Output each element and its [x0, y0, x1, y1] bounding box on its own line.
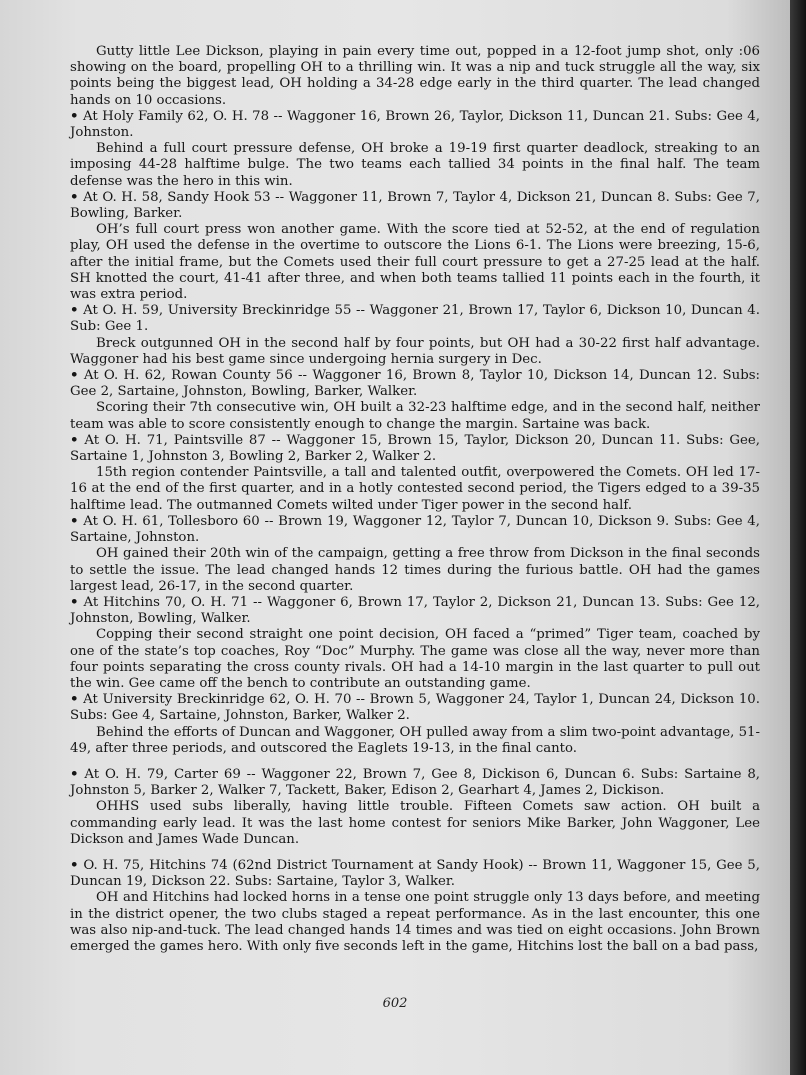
paragraph-gap	[70, 757, 760, 767]
paragraph-text: OH gained their 20th win of the campaign, getting a free throw from Dickson in the final seconds to settle the issue. The lead changed hands 12 times during the furious battle. OH had the games largest lead, 26-17, in the second quarter.	[70, 546, 760, 594]
game-narrative-paragraph	[70, 725, 760, 757]
game-narrative-paragraph	[70, 222, 760, 303]
paragraph-text: OH and Hitchins had locked horns in a tense one point struggle only 13 days before, and meeting in the district opener, the two clubs staged a repeat performance. As in the last encounter, this one was also nip-and-tuck. The lead changed hands 14 times and was tied on eight occasions. John Brown emerged the games hero. With only five seconds left in the game, Hitchins lost the ball on a bad pass,	[70, 890, 760, 954]
game-narrative-paragraph	[70, 336, 760, 368]
paragraph-text: At O. H. 58, Sandy Hook 53 -- Waggoner 11, Brown 7, Taylor 4, Dickson 21, Duncan 8. Subs: Gee 7, Bowling, Barker.	[70, 189, 760, 222]
game-result-line	[70, 303, 760, 335]
bullet-icon: •	[70, 368, 79, 384]
game-result-line	[70, 595, 760, 627]
paragraph-text: 15th region contender Paintsville, a tall and talented outfit, overpowered the Comets. OH led 17-16 at the end of the first quarter, and in a hotly contested second period, the Tigers edged to a 39-35 halftime lead. The outmanned Comets wilted under Tiger power in the second half.	[70, 465, 760, 513]
paragraph-text: At University Breckinridge 62, O. H. 70 -- Brown 5, Waggoner 24, Taylor 1, Duncan 24, Dickson 10. Subs: Gee 4, Sartaine, Johnston, Barker, Walker 2.	[70, 692, 760, 724]
bullet-icon: •	[70, 766, 79, 782]
game-result-line	[70, 767, 760, 799]
game-result-line	[70, 858, 760, 890]
paragraph-text: At Hitchins 70, O. H. 71 -- Waggoner 6, Brown 17, Taylor 2, Dickson 21, Duncan 13. Subs: Gee 12, Johnston, Bowling, Walker.	[70, 594, 761, 627]
paragraph-text: OHHS used subs liberally, having little trouble. Fifteen Comets saw action. OH built a commanding early lead. It was the last home contest for seniors Mike Barker, John Waggoner, Lee Dickson and James Wade Duncan.	[70, 799, 760, 847]
bullet-icon: •	[70, 692, 79, 708]
paragraph-text: At O. H. 61, Tollesboro 60 -- Brown 19, Waggoner 12, Taylor 7, Duncan 10, Dickson 9. Subs: Gee 4, Sartaine, Johnston.	[70, 513, 760, 546]
page-number: 602	[382, 996, 408, 1011]
paragraph-text: Gutty little Lee Dickson, playing in pain every time out, popped in a 12-foot jump shot, only :06 showing on the board, propelling OH to a thrilling win. It was a nip and tuck struggle all the way, six points being the biggest lead, OH holding a 34-28 edge early in the third quarter. The lead changed hands on 10 occasions.	[70, 44, 760, 108]
bullet-icon: •	[70, 108, 79, 124]
paragraph-text: Scoring their 7th consecutive win, OH built a 32-23 halftime edge, and in the second half, neither team was able to score consistently enough to change the margin. Sartaine was back.	[70, 400, 760, 432]
game-narrative-paragraph	[70, 627, 760, 692]
paragraph-text: Breck outgunned OH in the second half by four points, but OH had a 30-22 first half advantage. Waggoner had his best game since undergoing hernia surgery in Dec.	[70, 335, 760, 367]
paragraph-gap	[70, 848, 760, 858]
bullet-icon: •	[70, 432, 79, 448]
game-narrative-paragraph	[70, 465, 760, 514]
game-result-line	[70, 514, 760, 546]
bullet-icon: •	[70, 857, 79, 873]
paragraph-text: At O. H. 71, Paintsville 87 -- Waggoner 15, Brown 15, Taylor, Dickson 20, Duncan 11. Subs: Gee, Sartaine 1, Johnston 3, Bowling 2, Barker 2, Walker 2.	[70, 432, 760, 465]
bullet-icon: •	[70, 594, 79, 610]
paragraph-text: At Holy Family 62, O. H. 78 -- Waggoner 16, Brown 26, Taylor, Dickson 11, Duncan 21. Subs: Gee 4, Johnston.	[70, 108, 760, 141]
game-narrative-paragraph	[70, 799, 760, 848]
game-result-line	[70, 190, 760, 222]
game-result-line	[70, 368, 760, 400]
game-narrative-paragraph	[70, 400, 760, 432]
game-result-line	[70, 109, 760, 141]
paragraph-text: Behind a full court pressure defense, OH broke a 19-19 first quarter deadlock, streaking to an imposing 44-28 halftime bulge. The two teams each tallied 34 points in the final half. The team defense was the hero in this win.	[70, 141, 760, 189]
game-narrative-paragraph	[70, 141, 760, 190]
paragraph-text: At O. H. 59, University Breckinridge 55 -- Waggoner 21, Brown 17, Taylor 6, Dickson 10, Duncan 4. Sub: Gee 1.	[70, 303, 760, 335]
paragraph-text: Behind the efforts of Duncan and Waggoner, OH pulled away from a slim two-point advantage, 51-49, after three periods, and outscored the Eaglets 19-13, in the final canto.	[70, 724, 760, 756]
paragraph-text: Copping their second straight one point decision, OH faced a “primed” Tiger team, coached by one of the state’s top coaches, Roy “Doc” Murphy. The game was close all the way, never more than four points separating the cross county rivals. OH had a 14-10 margin in the last quarter to pull out the win. Gee came off the bench to contribute an outstanding game.	[70, 627, 760, 691]
game-result-line	[70, 692, 760, 724]
paragraph-text: OH’s full court press won another game. With the score tied at 52-52, at the end of regulation play, OH used the defense in the overtime to outscore the Lions 6-1. The Lions were breezing, 15-6, after the initial frame, but the Comets used their full court pressure to get a 27-25 lead at the half. SH knotted the court, 41-41 after three, and when both teams tallied 11 points each in the fourth, it was extra period.	[70, 222, 760, 303]
game-narrative-paragraph	[70, 546, 760, 595]
game-narrative-paragraph	[70, 890, 760, 955]
page-body-text	[70, 44, 760, 955]
paragraph-text: At O. H. 79, Carter 69 -- Waggoner 22, Brown 7, Gee 8, Dickison 6, Duncan 6. Subs: Sartaine 8, Johnston 5, Barker 2, Walker 7, Tackett, Baker, Edison 2, Gearhart 4, James 2, Dickison.	[70, 766, 761, 799]
bullet-icon: •	[70, 303, 79, 319]
paragraph-text: At O. H. 62, Rowan County 56 -- Waggoner 16, Brown 8, Taylor 10, Dickson 14, Duncan 12. Subs: Gee 2, Sartaine, Johnston, Bowling, Barker, Walker.	[70, 368, 761, 400]
paragraph-text: O. H. 75, Hitchins 74 (62nd District Tournament at Sandy Hook) -- Brown 11, Waggoner 15, Gee 5, Duncan 19, Dickson 22. Subs: Sartaine, Taylor 3, Walker.	[70, 857, 760, 890]
bullet-icon: •	[70, 189, 79, 205]
page-edge-shadow	[790, 0, 806, 1075]
bullet-icon: •	[70, 513, 79, 529]
game-narrative-paragraph	[70, 44, 760, 109]
game-result-line	[70, 433, 760, 465]
